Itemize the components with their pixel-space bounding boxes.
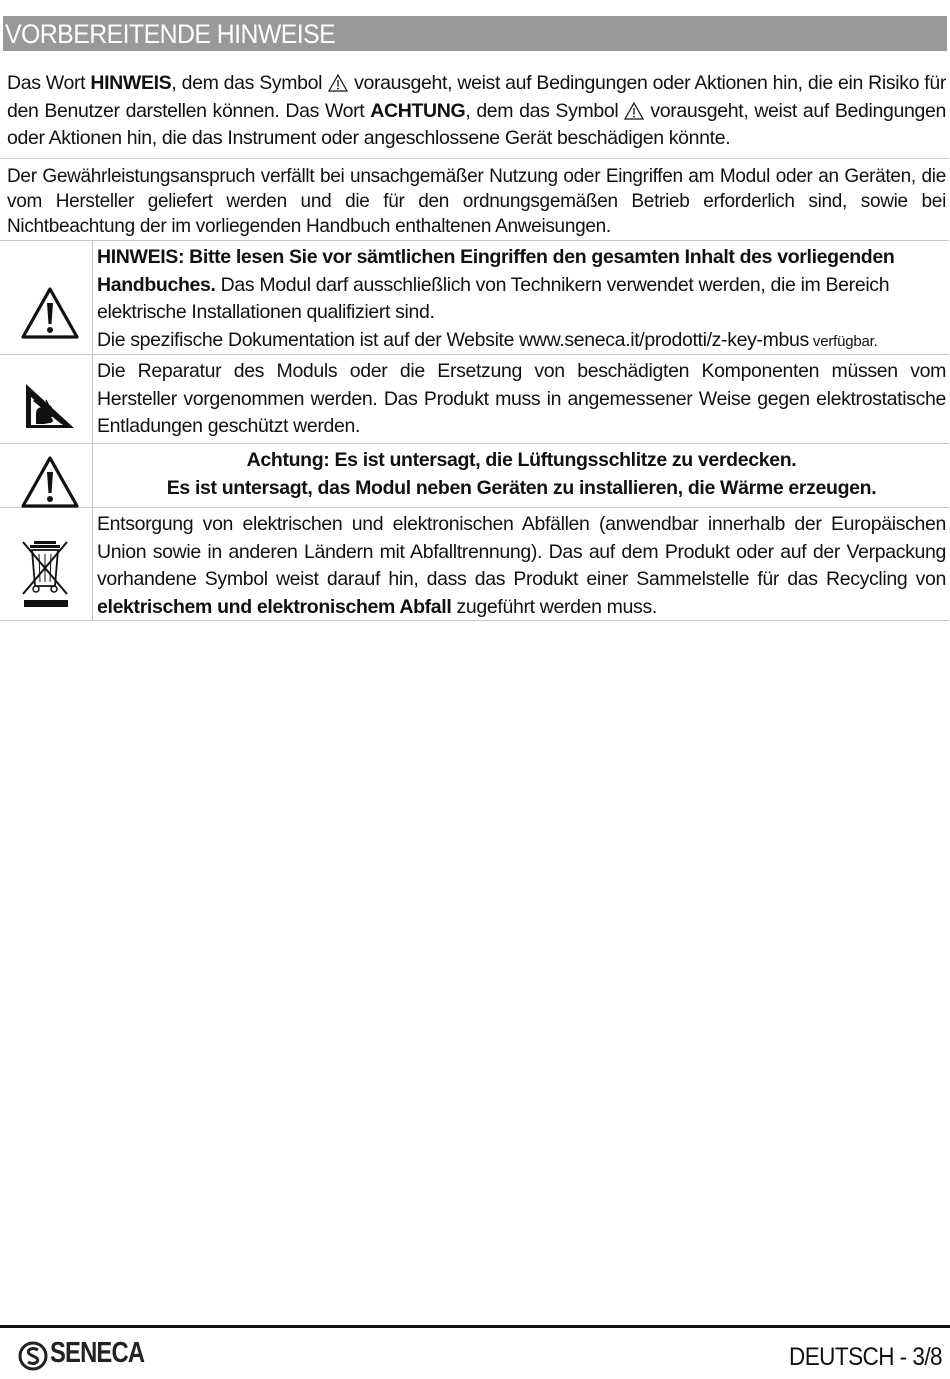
esd-icon [22,380,78,432]
notice-row-3: Achtung: Es ist untersagt, die Lüftungsschlitze zu verdecken. Es ist untersagt, das Modul neben Geräten zu installieren, die Wärme erzeugen. [166,449,877,499]
intro-paragraph-2: Der Gewährleistungsanspruch verfällt bei unsachgemäßer Nutzung oder Eingriffen am Modul oder an Geräten, die vom Hersteller geliefert werden und die für den ordnungsgemäßen Betrieb erforderlich sind, sowie bei Nichtbeachtung der im vorliegenden Handbuch enthaltenen Anweisungen. [7,166,946,237]
seneca-logo-icon [18,1341,48,1371]
footer-rule [0,1325,950,1328]
table-row-border [0,507,949,508]
intro-paragraph-1: Das Wort HINWEIS, dem das Symbol vorausgeht, weist auf Bedingungen oder Aktionen hin, die ein Risiko für den Benutzer darstellen können. Das Wort ACHTUNG, dem das Symbol vorausgeht, weist auf Bedingungen oder Aktionen hin, die das Instrument oder angeschlossene Gerät beschädigen könnte. [7,72,947,149]
notice-row-2: Die Reparatur des Moduls oder die Ersetzung von beschädigten Komponenten müssen vom Hersteller vorgenommen werden. Das Produkt muss in angemessener Weise gegen elektrostatische Entladungen geschützt werden. [97,360,946,437]
warning-icon [20,455,80,509]
page-title: VORBEREITENDE HINWEISE [5,19,336,49]
brand-name: SENECA [50,1337,145,1369]
warning-icon [20,286,80,340]
notice-row-4: Entsorgung von elektrischen und elektronischen Abfällen (anwendbar innerhalb der Europäischen Union sowie in anderen Ländern mit Abfalltrennung). Das auf dem Produkt oder auf der Verpackung vorhandene Symbol weist darauf hin, dass das Produkt einer Sammelstelle für das Recycling von elektrischem und elektronischem Abfall zugeführt werden muss. [97,513,946,618]
table-column-divider [92,240,93,621]
small-warning-icon [328,74,348,92]
small-warning-icon [624,102,644,120]
divider [0,158,949,159]
notice-row-1: HINWEIS: Bitte lesen Sie vor sämtlichen Eingriffen den gesamten Inhalt des vorliegenden Handbuches. Das Modul darf ausschließlich von Technikern verwendet werden, die im Bereich elektrische Installationen qualifiziert sind. Die spezifische Dokumentation ist auf der Website www.seneca.it/prodotti/z-key-mbus verfügbar. [97,246,895,351]
page-number: DEUTSCH - 3/8 [788,1343,942,1371]
table-top-border [0,240,949,241]
weee-bin-icon [20,538,72,610]
table-row-border [0,443,949,444]
